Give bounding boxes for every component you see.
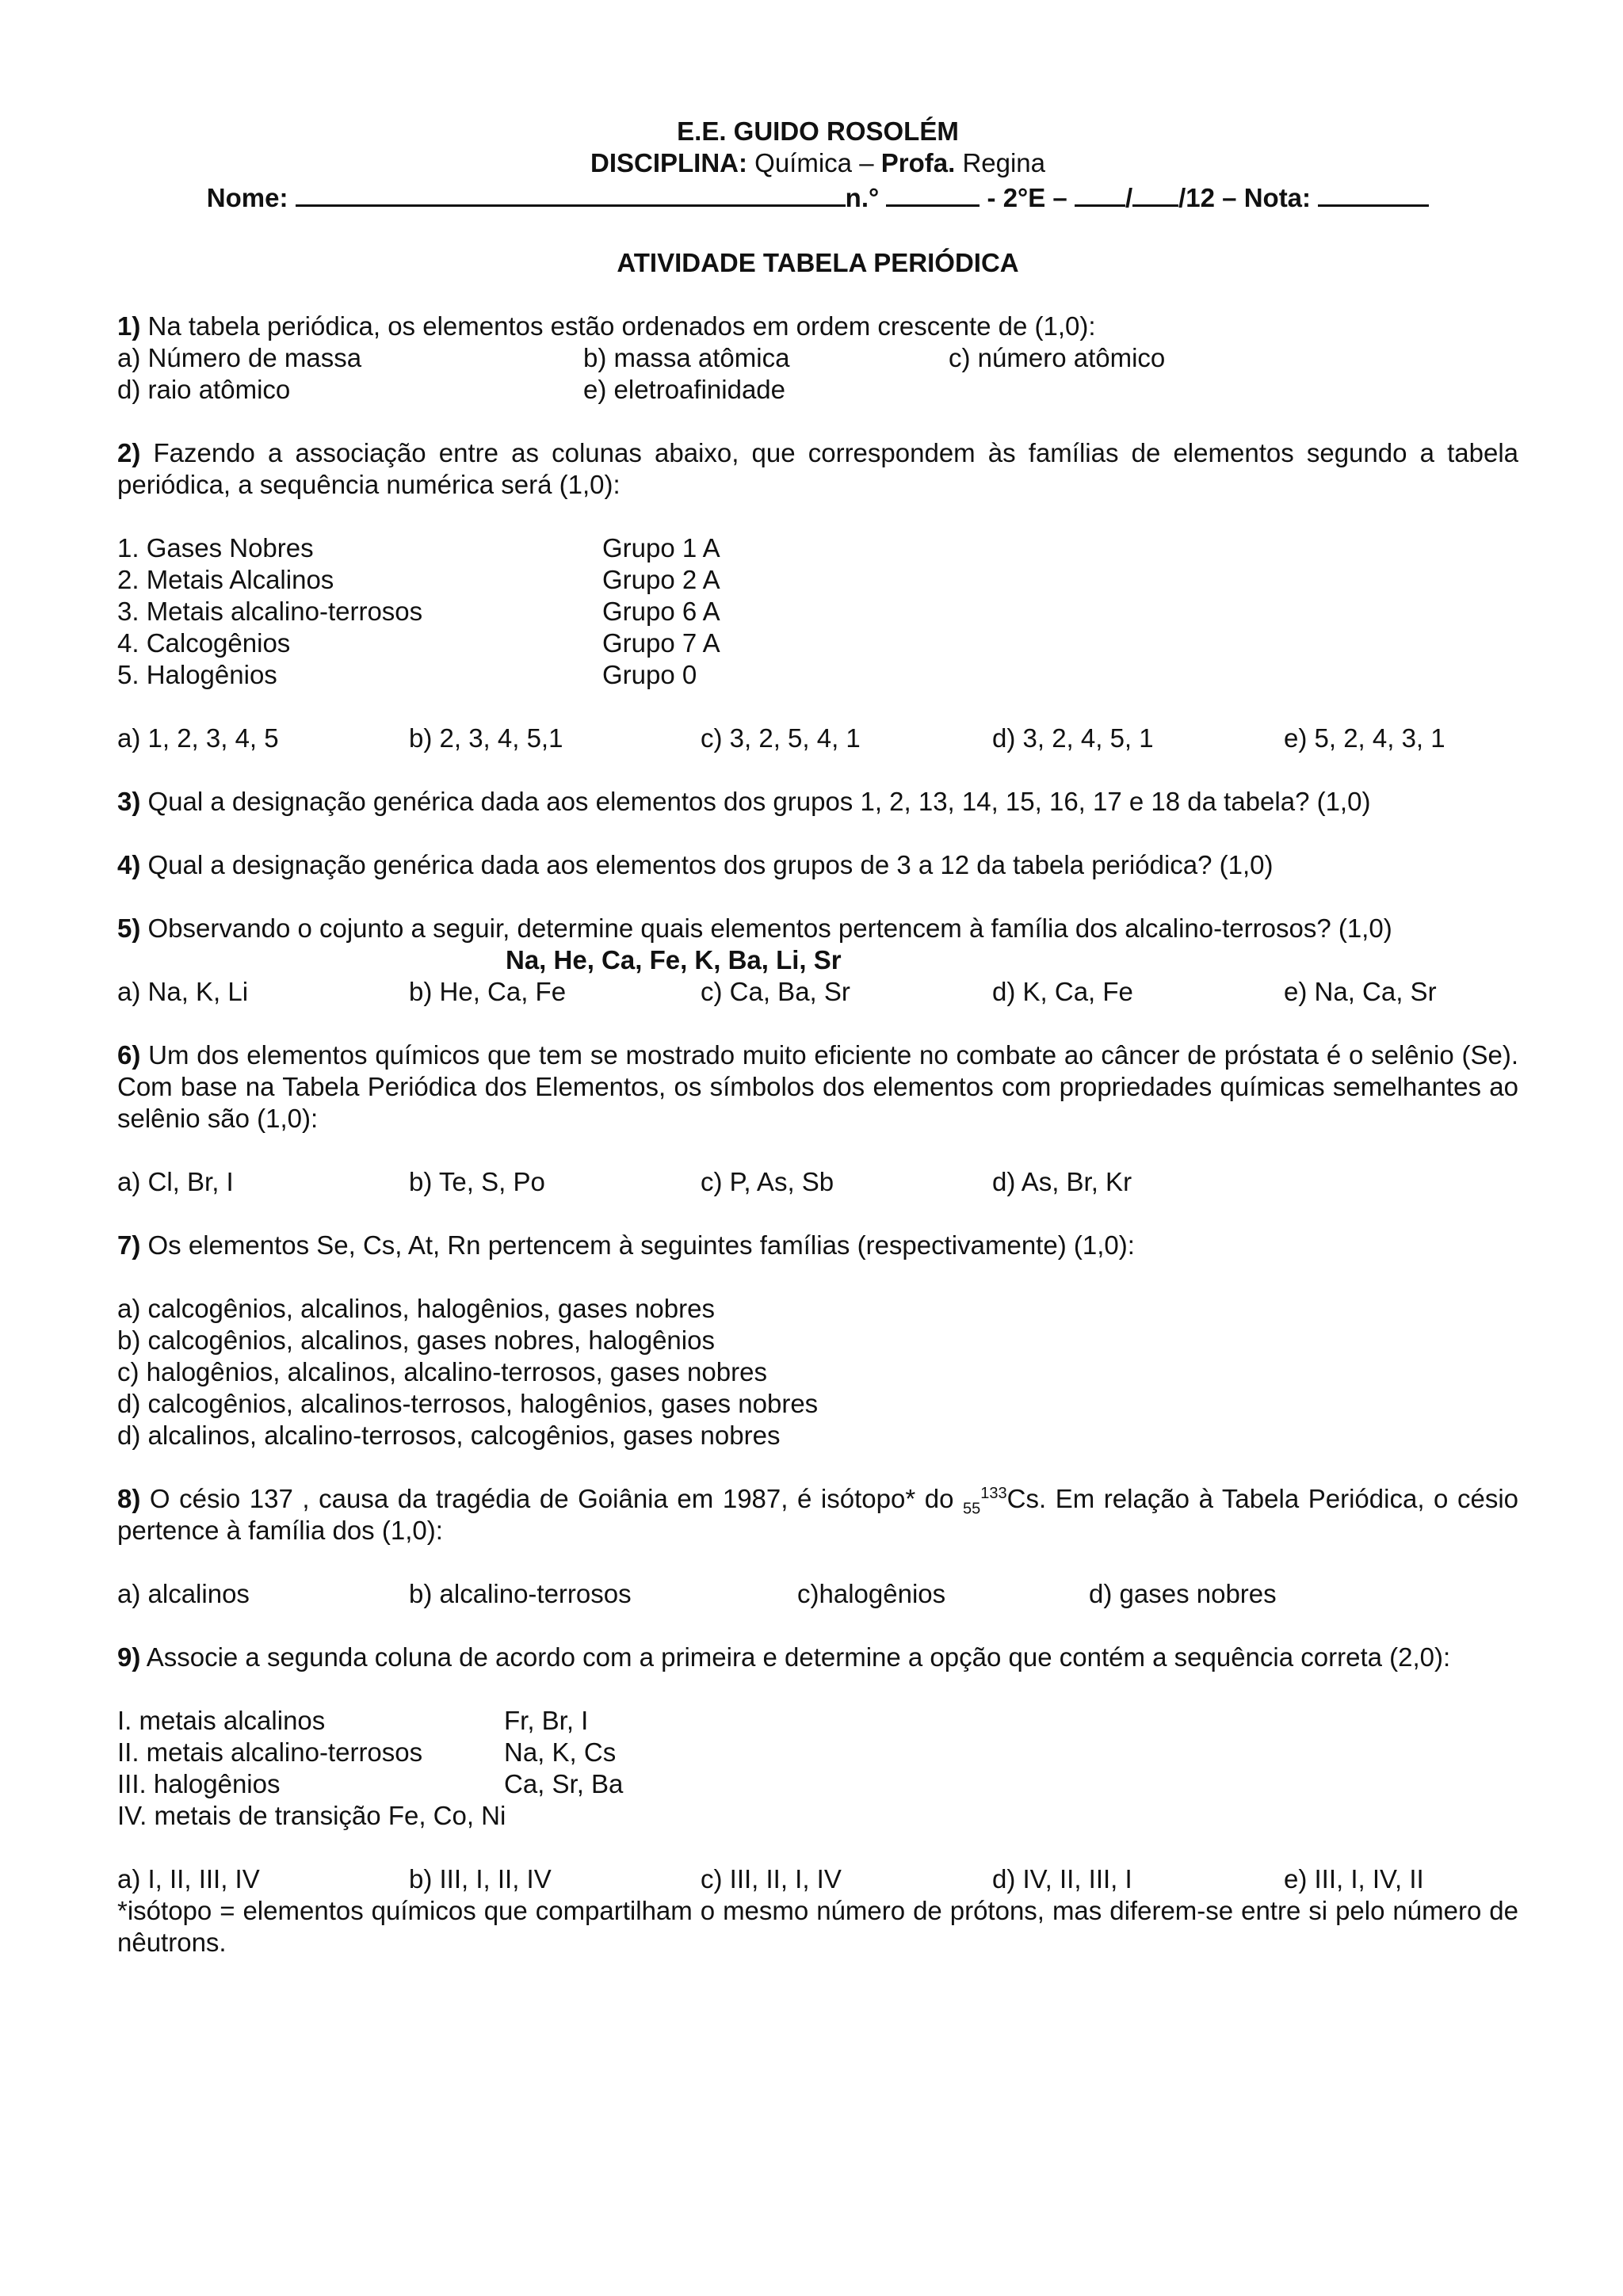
group-item: Grupo 7 A bbox=[602, 628, 720, 658]
discipline-value: Química bbox=[754, 148, 853, 177]
option-c[interactable]: c) Ca, Ba, Sr bbox=[701, 977, 850, 1006]
association-row bbox=[117, 564, 1518, 596]
footnote: *isótopo = elementos químicos que compartilham o mesmo número de prótons, mas diferem-se entre si pelo número de nêutrons. bbox=[117, 1896, 1518, 1957]
family-item: 1. Gases Nobres bbox=[117, 533, 314, 563]
group-item: Grupo 0 bbox=[602, 660, 697, 689]
option-a[interactable]: a) Cl, Br, I bbox=[117, 1167, 234, 1196]
question-8 bbox=[117, 1483, 1518, 1610]
discipline-line bbox=[117, 147, 1518, 179]
options-row bbox=[117, 1863, 1518, 1895]
question-number: 6) bbox=[117, 1040, 141, 1070]
name-label: Nome: bbox=[206, 183, 288, 212]
element-symbol: Cs bbox=[1006, 1484, 1039, 1513]
option-a[interactable]: a) 1, 2, 3, 4, 5 bbox=[117, 723, 279, 753]
option-e[interactable]: e) 5, 2, 4, 3, 1 bbox=[1284, 723, 1445, 753]
family-item: 5. Halogênios bbox=[117, 660, 277, 689]
elements-item: Ca, Sr, Ba bbox=[504, 1769, 624, 1798]
option-a[interactable]: a) Número de massa bbox=[117, 343, 362, 372]
option-e[interactable]: e) eletroafinidade bbox=[583, 375, 786, 404]
grade-label: Nota: bbox=[1243, 183, 1312, 212]
worksheet-content bbox=[117, 116, 1518, 1958]
atomic-number: 55 bbox=[963, 1500, 981, 1518]
option-d[interactable]: d) K, Ca, Fe bbox=[992, 977, 1133, 1006]
question-number: 3) bbox=[117, 787, 141, 816]
question-number: 8) bbox=[117, 1484, 141, 1513]
option-b[interactable]: b) He, Ca, Fe bbox=[409, 977, 567, 1006]
option-b[interactable]: b) Te, S, Po bbox=[409, 1167, 545, 1196]
option-c[interactable]: c) P, As, Sb bbox=[701, 1167, 834, 1196]
option-b[interactable]: b) calcogênios, alcalinos, gases nobres, halogênios bbox=[117, 1325, 715, 1355]
association-row bbox=[117, 627, 1518, 659]
question-2 bbox=[117, 437, 1518, 754]
option-e[interactable]: e) III, I, IV, II bbox=[1284, 1864, 1424, 1894]
family-item: 4. Calcogênios bbox=[117, 628, 291, 658]
question-number: 1) bbox=[117, 311, 141, 341]
group-item: Grupo 2 A bbox=[602, 565, 720, 594]
option-d[interactable]: d) gases nobres bbox=[1089, 1579, 1277, 1608]
options-row bbox=[117, 976, 1518, 1008]
association-row bbox=[117, 1800, 1518, 1832]
family-item: IV. metais de transição bbox=[117, 1801, 381, 1830]
teacher-label: Profa. bbox=[880, 148, 956, 177]
family-item: I. metais alcalinos bbox=[117, 1706, 326, 1735]
question-text: Associe a segunda coluna de acordo com a primeira e determine a opção que contém a sequência correta (2,0): bbox=[146, 1642, 1451, 1672]
discipline-dash: – bbox=[859, 148, 874, 177]
option-b[interactable]: b) massa atômica bbox=[583, 343, 790, 372]
question-1 bbox=[117, 311, 1518, 406]
option-b[interactable]: b) III, I, II, IV bbox=[409, 1864, 552, 1894]
question-text: Fazendo a associação entre as colunas abaixo, que correspondem às famílias de elementos segundo a tabela periódica, a sequência numérica será (1,0): bbox=[117, 438, 1519, 499]
date-slash: / bbox=[1125, 183, 1133, 212]
month-blank[interactable] bbox=[1132, 179, 1178, 207]
question-text: Um dos elementos químicos que tem se mostrado muito eficiente no combate ao câncer de próstata é o selênio (Se). Com base na Tabela Periódica dos Elementos, os símbolos dos elementos com propriedades químicas semelhantes ao selênio são (1,0): bbox=[117, 1040, 1519, 1133]
option-c[interactable]: c) número atômico bbox=[949, 343, 1166, 372]
question-7 bbox=[117, 1230, 1518, 1451]
element-set: Na, He, Ca, Fe, K, Ba, Li, Sr bbox=[506, 945, 842, 974]
question-number: 2) bbox=[117, 438, 141, 467]
association-row bbox=[117, 1705, 1518, 1737]
association-row bbox=[117, 1737, 1518, 1768]
option-a[interactable]: a) Na, K, Li bbox=[117, 977, 249, 1006]
elements-item: Na, K, Cs bbox=[504, 1737, 617, 1767]
question-text: Os elementos Se, Cs, At, Rn pertencem à seguintes famílias (respectivamente) (1,0): bbox=[147, 1230, 1135, 1260]
option-c[interactable]: c) III, II, I, IV bbox=[701, 1864, 842, 1894]
question-text: O césio 137 , causa da tragédia de Goiânia em 1987, é isótopo* do bbox=[149, 1484, 954, 1513]
question-3 bbox=[117, 786, 1518, 818]
date-month: /12 – bbox=[1178, 183, 1237, 212]
family-item: 2. Metais Alcalinos bbox=[117, 565, 334, 594]
activity-title: ATIVIDADE TABELA PERIÓDICA bbox=[617, 248, 1019, 277]
number-blank[interactable] bbox=[886, 179, 980, 207]
class-label: - 2°E – bbox=[987, 183, 1067, 212]
option-b[interactable]: b) alcalino-terrosos bbox=[409, 1579, 632, 1608]
association-row bbox=[117, 1768, 1518, 1800]
option-d[interactable]: d) raio atômico bbox=[117, 375, 291, 404]
option-a[interactable]: a) alcalinos bbox=[117, 1579, 250, 1608]
group-item: Grupo 6 A bbox=[602, 597, 720, 626]
mass-number: 133 bbox=[980, 1485, 1007, 1502]
association-row bbox=[117, 596, 1518, 627]
student-info-line bbox=[117, 179, 1518, 214]
number-label: n.° bbox=[845, 183, 880, 212]
question-9 bbox=[117, 1642, 1518, 1958]
teacher-name: Regina bbox=[962, 148, 1046, 177]
option-a[interactable]: a) calcogênios, alcalinos, halogênios, gases nobres bbox=[117, 1294, 715, 1323]
option-c[interactable]: c) halogênios, alcalinos, alcalino-terrosos, gases nobres bbox=[117, 1357, 767, 1386]
option-c[interactable]: c) 3, 2, 5, 4, 1 bbox=[701, 723, 861, 753]
option-d[interactable]: d) 3, 2, 4, 5, 1 bbox=[992, 723, 1154, 753]
name-blank[interactable] bbox=[296, 179, 846, 207]
question-number: 5) bbox=[117, 913, 141, 943]
option-d[interactable]: d) IV, II, III, I bbox=[992, 1864, 1132, 1894]
group-item: Grupo 1 A bbox=[602, 533, 720, 563]
elements-item: Fe, Co, Ni bbox=[388, 1801, 506, 1830]
association-row bbox=[117, 532, 1518, 564]
association-row bbox=[117, 659, 1518, 691]
question-number: 7) bbox=[117, 1230, 141, 1260]
family-item: II. metais alcalino-terrosos bbox=[117, 1737, 423, 1767]
family-item: III. halogênios bbox=[117, 1769, 281, 1798]
question-4 bbox=[117, 849, 1518, 881]
option-a[interactable]: a) I, II, III, IV bbox=[117, 1864, 260, 1894]
elements-item: Fr, Br, I bbox=[504, 1706, 589, 1735]
question-5 bbox=[117, 913, 1518, 1008]
question-text: Observando o cojunto a seguir, determine quais elementos pertencem à família dos alcalino-terrosos? (1,0) bbox=[147, 913, 1392, 943]
option-d-second[interactable]: d) alcalinos, alcalino-terrosos, calcogênios, gases nobres bbox=[117, 1421, 781, 1450]
options-row bbox=[117, 723, 1518, 754]
day-blank[interactable] bbox=[1075, 179, 1125, 207]
question-text: Qual a designação genérica dada aos elementos dos grupos 1, 2, 13, 14, 15, 16, 17 e 18 da tabela? (1,0) bbox=[147, 787, 1371, 816]
option-e[interactable]: e) Na, Ca, Sr bbox=[1284, 977, 1437, 1006]
question-text: Qual a designação genérica dada aos elementos dos grupos de 3 a 12 da tabela periódica? (1,0) bbox=[147, 850, 1274, 879]
option-d[interactable]: d) As, Br, Kr bbox=[992, 1167, 1132, 1196]
option-b[interactable]: b) 2, 3, 4, 5,1 bbox=[409, 723, 563, 753]
question-number: 4) bbox=[117, 850, 141, 879]
options-row bbox=[117, 1578, 1518, 1610]
options-row bbox=[117, 342, 1518, 374]
school-name: E.E. GUIDO ROSOLÉM bbox=[677, 116, 959, 146]
family-item: 3. Metais alcalino-terrosos bbox=[117, 597, 423, 626]
option-c[interactable]: c)halogênios bbox=[797, 1579, 946, 1608]
question-number: 9) bbox=[117, 1642, 141, 1672]
question-6 bbox=[117, 1039, 1518, 1198]
options-row bbox=[117, 374, 1518, 406]
option-d[interactable]: d) calcogênios, alcalinos-terrosos, halogênios, gases nobres bbox=[117, 1389, 819, 1418]
question-text: Na tabela periódica, os elementos estão ordenados em ordem crescente de (1,0): bbox=[147, 311, 1096, 341]
discipline-label: DISCIPLINA: bbox=[590, 148, 747, 177]
question-text-cont: . Em relação à Tabela Periódica, o césio pertence à família dos (1,0): bbox=[117, 1484, 1519, 1545]
grade-blank[interactable] bbox=[1318, 179, 1429, 207]
options-row bbox=[117, 1166, 1518, 1198]
